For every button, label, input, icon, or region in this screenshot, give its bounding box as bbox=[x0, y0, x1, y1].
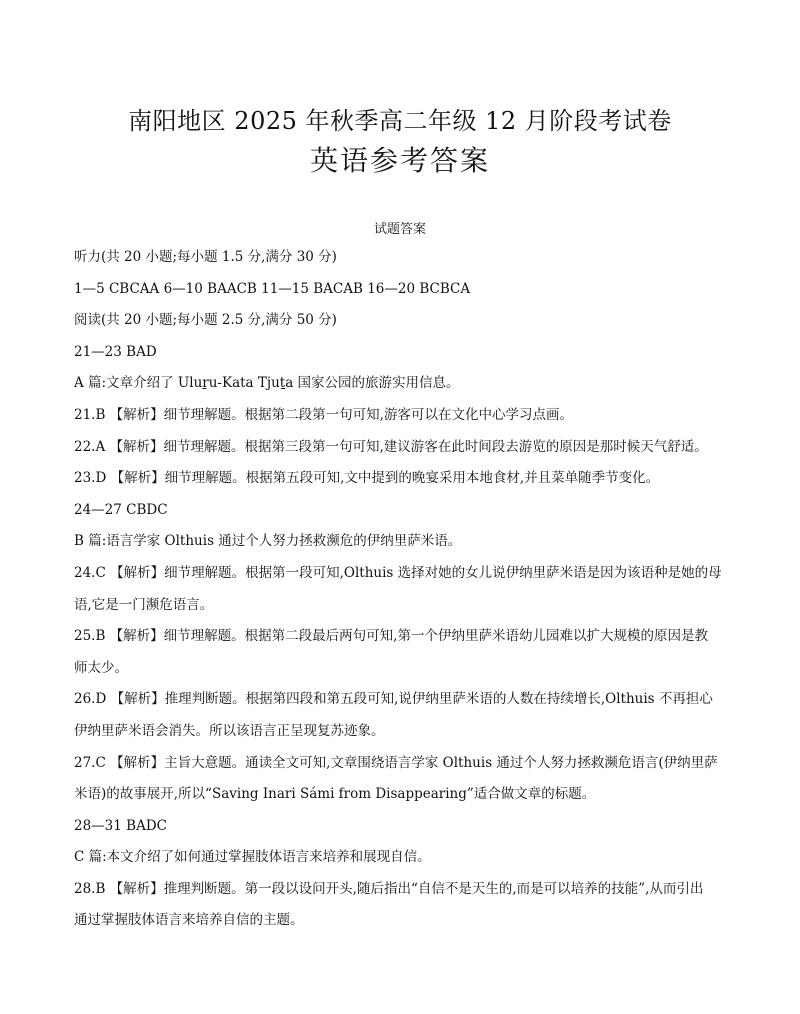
passage-a-summary: A 篇:文章介绍了 Uluṟu-Kata Tjuṯa 国家公园的旅游实用信息。 bbox=[74, 375, 460, 392]
passage-c-summary: C 篇:本文介绍了如何通过掌握肢体语言来培养和展现自信。 bbox=[74, 849, 431, 866]
explanation-26-line2: 伊纳里萨米语会消失。所以该语言正呈现复苏迹象。 bbox=[74, 722, 385, 739]
answer-content bbox=[74, 246, 734, 941]
exam-title: 南阳地区 2025 年秋季高二年级 12 月阶段考试卷 bbox=[128, 107, 672, 135]
section-heading: 试题答案 bbox=[373, 222, 426, 237]
passage-b-summary: B 篇:语言学家 Olthuis 通过个人努力拯救濒危的伊纳里萨米语。 bbox=[74, 533, 462, 550]
explanation-27-line1: 27.C 【解析】主旨大意题。通读全文可知,文章围绕语言学家 Olthuis 通过个人努力拯救濒危语言(伊纳里萨 bbox=[74, 754, 718, 771]
explanation-24-line1: 24.C 【解析】细节理解题。根据第一段可知,Olthuis 选择对她的女儿说伊纳里萨米语是因为该语种是她的母 bbox=[74, 564, 722, 581]
answers-21-23: 21—23 BAD bbox=[74, 343, 157, 360]
explanation-25-line1: 25.B 【解析】细节理解题。根据第二段最后两句可知,第一个伊纳里萨米语幼儿园难以扩大规模的原因是教 bbox=[74, 628, 708, 645]
explanation-27-line2: 米语)的故事展开,所以“Saving Inari Sámi from Disappearing”适合做文章的标题。 bbox=[74, 786, 596, 803]
explanation-28-line2: 通过掌握肢体语言来培养自信的主题。 bbox=[74, 912, 304, 929]
answer-key-title: 英语参考答案 bbox=[309, 144, 490, 177]
explanation-28-line1: 28.B 【解析】推理判断题。第一段以设问开头,随后指出“自信不是天生的,而是可以培养的技能”,从而引出 bbox=[74, 880, 704, 897]
explanation-25-line2: 师太少。 bbox=[74, 659, 128, 676]
answers-24-27: 24—27 CBDC bbox=[74, 501, 168, 518]
explanation-21: 21.B 【解析】细节理解题。根据第二段第一句可知,游客可以在文化中心学习点画。 bbox=[74, 406, 573, 423]
listening-section-label: 听力(共 20 小题;每小题 1.5 分,满分 30 分) bbox=[74, 249, 337, 265]
reading-section-label: 阅读(共 20 小题;每小题 2.5 分,满分 50 分) bbox=[74, 312, 337, 329]
listening-answers: 1—5 CBCAA 6—10 BAACB 11—15 BACAB 16—20 BCBCA bbox=[74, 280, 471, 297]
explanation-22: 22.A 【解析】细节理解题。根据第三段第一句可知,建议游客在此时间段去游览的原因是那时候天气舒适。 bbox=[74, 438, 708, 455]
explanation-23: 23.D 【解析】细节理解题。根据第五段可知,文中提到的晚宴采用本地食材,并且菜单随季节变化。 bbox=[74, 470, 660, 487]
explanation-26-line1: 26.D 【解析】推理判断题。根据第四段和第五段可知,说伊纳里萨米语的人数在持续增长,Olthuis 不再担心 bbox=[74, 691, 713, 708]
answers-28-31: 28—31 BADC bbox=[74, 817, 167, 834]
explanation-24-line2: 语,它是一门濒危语言。 bbox=[74, 596, 214, 613]
